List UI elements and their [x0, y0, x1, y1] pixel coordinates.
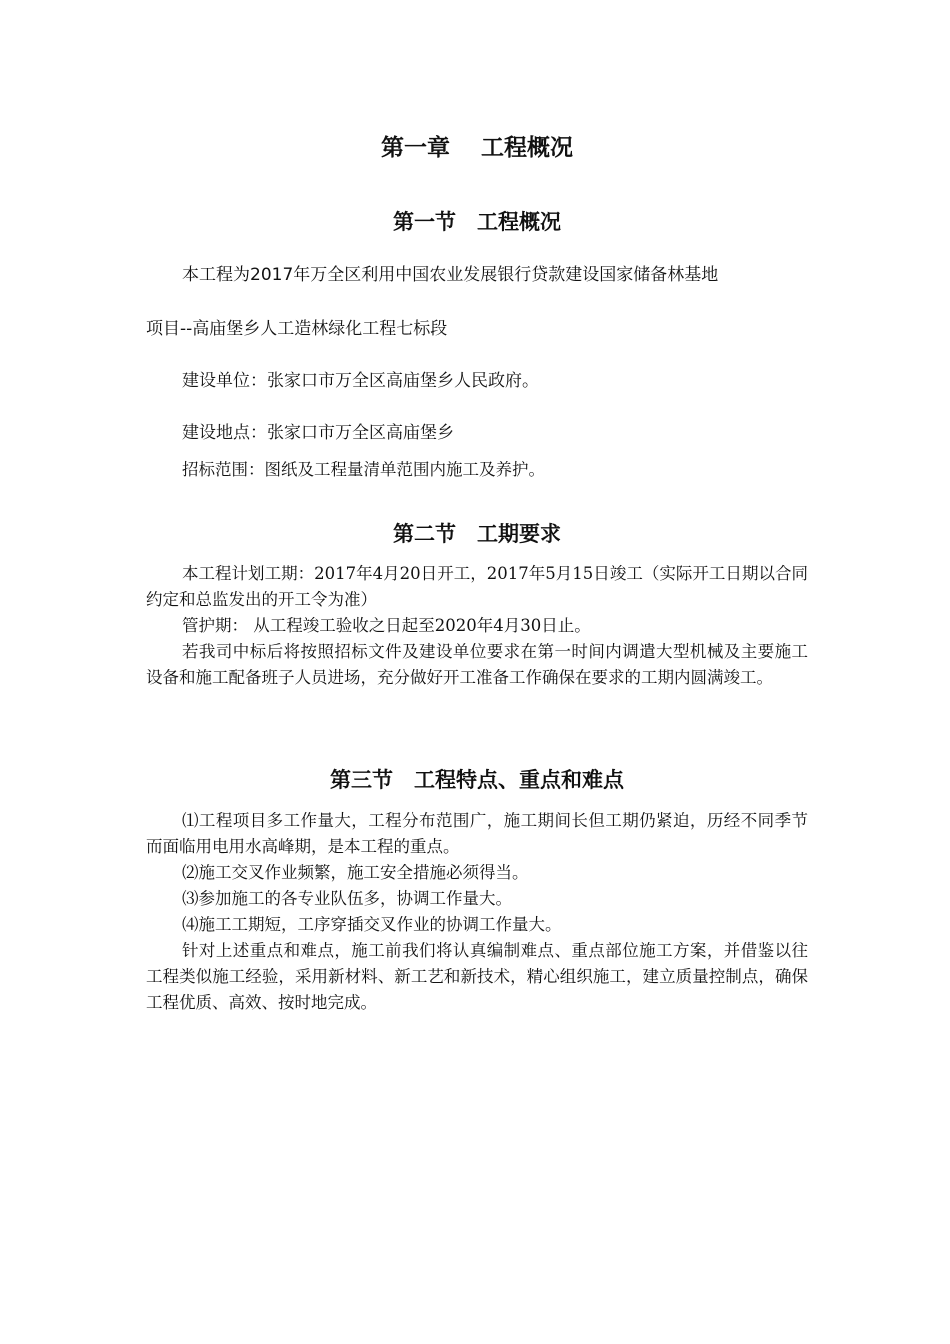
- section-title-features: 第三节 工程特点、重点和难点: [330, 768, 624, 792]
- owner-text: 建设单位：张家口市万全区高庙堡乡人民政府。: [182, 371, 539, 391]
- chapter-title: 第一章 工程概况: [380, 135, 573, 161]
- project-name-line-1: 本工程为2017年万全区利用中国农业发展银行贷款建设国家储备林基地: [182, 265, 719, 285]
- commitment-paragraph: 若我司中标后将按照招标文件及建设单位要求在第一时间内调遣大型机械及主要施工设备和施工配备班子人员进场，充分做好开工准备工作确保在要求的工期内圆满竣工。: [146, 642, 808, 687]
- project-name-continued: [146, 316, 808, 342]
- feature-point-2: ⑵施工交叉作业频繁，施工安全措施必须得当。: [182, 863, 529, 882]
- scope-paragraph: [146, 457, 808, 483]
- owner-paragraph: [146, 368, 808, 394]
- project-name-paragraph: [146, 262, 808, 288]
- feature-point-4: ⑷施工工期短，工序穿插交叉作业的协调工作量大。: [182, 915, 562, 934]
- conclusion-paragraph: 针对上述重点和难点，施工前我们将认真编制难点、重点部位施工方案，并借鉴以往工程类似施工经验，采用新材料、新工艺和新技术，精心组织施工，建立质量控制点，确保工程优质、高效、按时地完成。: [146, 941, 808, 1012]
- project-name-line-2: 项目--高庙堡乡人工造林绿化工程七标段: [146, 319, 448, 339]
- feature-point-1: ⑴工程项目多工作量大，工程分布范围广，施工期间长但工期仍紧迫，历经不同季节而面临用电用水高峰期，是本工程的重点。: [146, 811, 808, 856]
- schedule-paragraph: 本工程计划工期：2017年4月20日开工，2017年5月15日竣工（实际开工日期以合同约定和总监发出的开工令为准）: [146, 564, 808, 609]
- location-paragraph: [146, 420, 808, 446]
- section-title-schedule: 第二节 工期要求: [393, 522, 561, 546]
- location-text: 建设地点：张家口市万全区高庙堡乡: [182, 423, 454, 443]
- section-title-overview: 第一节 工程概况: [393, 210, 561, 234]
- feature-point-3: ⑶参加施工的各专业队伍多，协调工作量大。: [182, 889, 512, 908]
- maintenance-paragraph: 管护期： 从工程竣工验收之日起至2020年4月30日止。: [182, 616, 591, 635]
- scope-text: 招标范围：图纸及工程量清单范围内施工及养护。: [182, 460, 545, 479]
